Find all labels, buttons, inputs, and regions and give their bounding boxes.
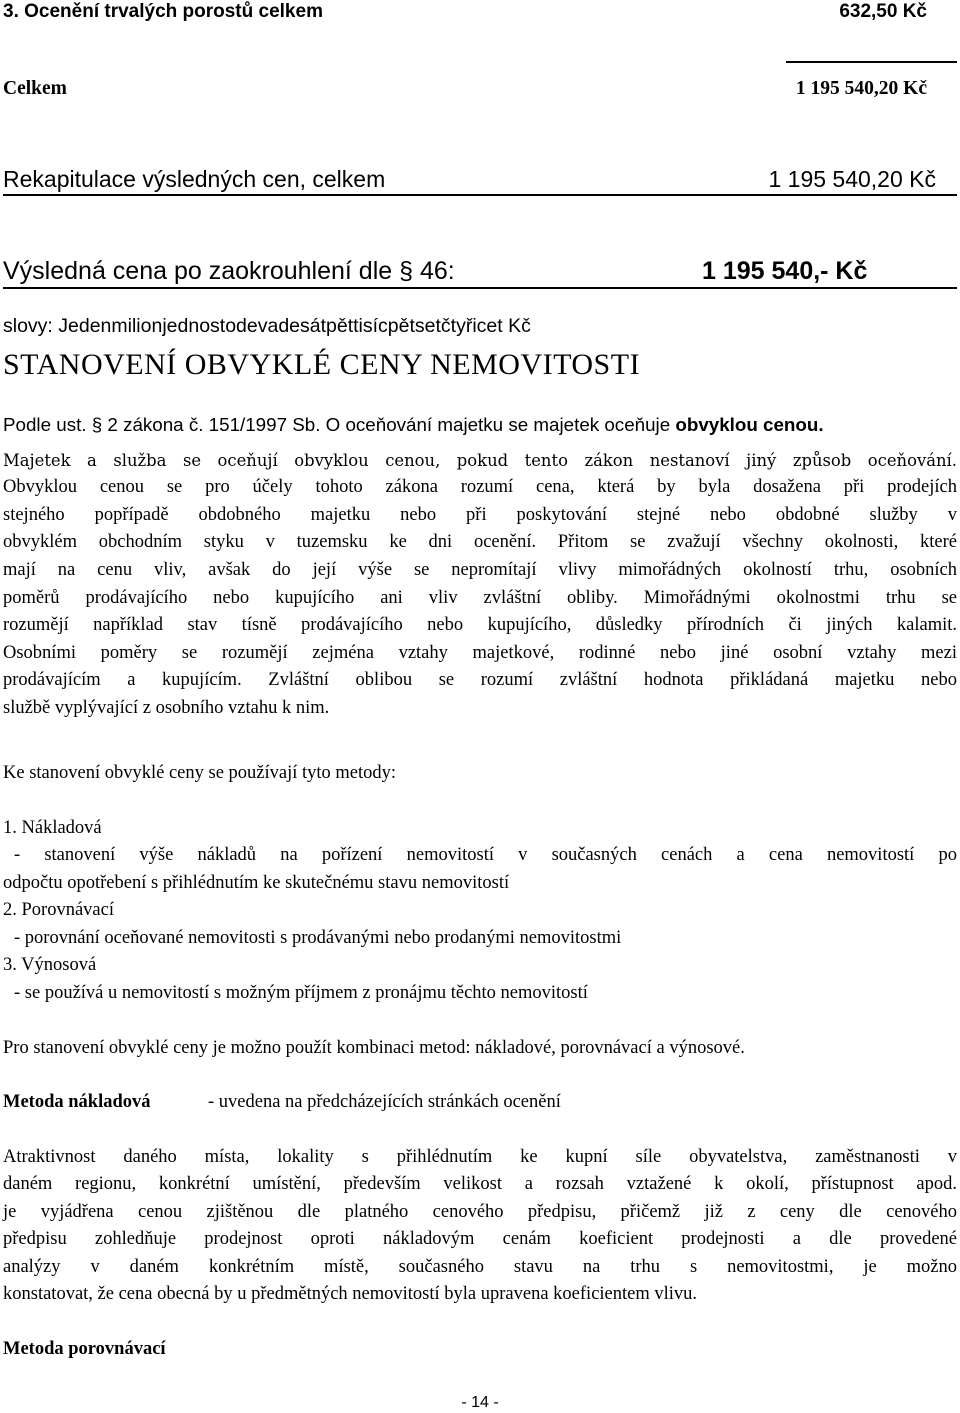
page-number: - 14 -: [461, 1394, 499, 1411]
law-reference-emphasis: obvyklou cenou.: [675, 414, 824, 435]
method-1-description-cont: odpočtu opotřebení s přihlédnutím ke skutečnému stavu nemovitostí: [3, 873, 510, 893]
cost-method-note: - uvedena na předcházejících stránkách ocenění: [208, 1092, 561, 1112]
section-title: STANOVENÍ OBVYKLÉ CENY NEMOVITOSTI: [3, 348, 641, 381]
definition-line: mají na cenu vliv, avšak do její výše se nepromítají vlivy mimořádných okolností trhu, osobních: [3, 560, 957, 580]
method-3-description: - se používá u nemovitostí s možným příjmem z pronájmu těchto nemovitostí: [14, 983, 588, 1003]
sum-rule: [786, 61, 957, 63]
final-price-rule: [3, 287, 957, 289]
law-reference-text: Podle ust. § 2 zákona č. 151/1997 Sb. O oceňování majetku se majetek oceňuje: [3, 414, 671, 435]
comparison-method-title: Metoda porovnávací: [3, 1339, 166, 1359]
definition-line: rozumějí například stav tísně prodávajícího nebo kupujícího, důsledky přírodních či jiných kalamit.: [3, 615, 957, 635]
price-in-words: slovy: Jedenmilionjednostodevadesátpěttisícpětsetčtyřicet Kč: [3, 315, 531, 337]
recap-rule: [3, 194, 957, 196]
cost-method-title: Metoda nákladová: [3, 1092, 151, 1112]
definition-line: službě vyplývající z osobního vztahu k nim.: [3, 698, 330, 718]
perennial-total-value: 632,50 Kč: [839, 1, 927, 22]
definition-line: poměrů prodávajícího nebo kupujícího ani vliv zvláštní obliby. Mimořádnými okolnostmi trhu se: [3, 588, 957, 608]
definition-line: prodávajícím a kupujícím. Zvláštní oblibou se rozumí zvláštní hodnota přikládaná majetku nebo: [3, 670, 957, 690]
methods-intro: Ke stanovení obvyklé ceny se používají tyto metody:: [3, 763, 397, 783]
method-1-title: 1. Nákladová: [3, 818, 102, 838]
methods-combination: Pro stanovení obvyklé ceny je možno použít kombinaci metod: nákladové, porovnávací a výnosové.: [3, 1038, 745, 1058]
method-3-title: 3. Výnosová: [3, 955, 97, 975]
perennial-total-label: 3. Ocenění trvalých porostů celkem: [3, 1, 323, 22]
law-reference: [3, 412, 824, 438]
definition-line: Obvyklou cenou se pro účely tohoto zákona rozumí cena, která by byla dosažena při prodejích: [3, 477, 957, 497]
method-2-title: 2. Porovnávací: [3, 900, 114, 920]
definition-line: obvyklém obchodním styku v tuzemsku ke dni ocenění. Přitom se zvažují všechny okolnosti, které: [3, 532, 957, 552]
attractiveness-line: analýzy v daném konkrétním místě, současného stavu na trhu s nemovitostmi, je možno: [3, 1257, 957, 1277]
attractiveness-line: konstatovat, že cena obecná by u předmětných nemovitostí byla upravena koeficientem vlivu.: [3, 1284, 698, 1304]
method-1-description: - stanovení výše nákladů na pořízení nemovitostí v současných cenách a cena nemovitostí po: [14, 845, 957, 865]
recap-value: 1 195 540,20 Kč: [768, 166, 936, 192]
definition-line: Osobními poměry se rozumějí zejména vztahy majetkové, rodinné nebo jiné osobní vztahy mezi: [3, 643, 957, 663]
attractiveness-line: je vyjádřena cenou zjištěnou dle platného cenového předpisu, přičemž již z ceny dle cenového: [3, 1202, 957, 1222]
final-price-label: Výsledná cena po zaokrouhlení dle § 46:: [3, 257, 455, 285]
total-label: Celkem: [3, 78, 67, 99]
attractiveness-line: předpisu zohledňuje prodejnost oproti nákladovým cenám koeficient prodejnosti a dle provedené: [3, 1229, 957, 1249]
definition-line: Majetek a služba se oceňují obvyklou cenou, pokud tento zákon nestanoví jiný způsob oceňování.: [3, 451, 957, 470]
recap-label: Rekapitulace výsledných cen, celkem: [3, 166, 386, 192]
total-value: 1 195 540,20 Kč: [795, 78, 927, 99]
attractiveness-line: daném regionu, konkrétní umístění, především velikost a rozsah vztažené k okolí, přístupnost apod.: [3, 1174, 957, 1194]
definition-line: stejného popřípadě obdobného majetku nebo při poskytování stejné nebo obdobné služby v: [3, 505, 957, 525]
method-2-description: - porovnání oceňované nemovitosti s prodávanými nebo prodanými nemovitostmi: [14, 928, 622, 948]
attractiveness-line: Atraktivnost daného místa, lokality s přihlédnutím ke kupní síle obyvatelstva, zaměstnanosti v: [3, 1147, 957, 1167]
final-price-value: 1 195 540,- Kč: [702, 257, 868, 285]
